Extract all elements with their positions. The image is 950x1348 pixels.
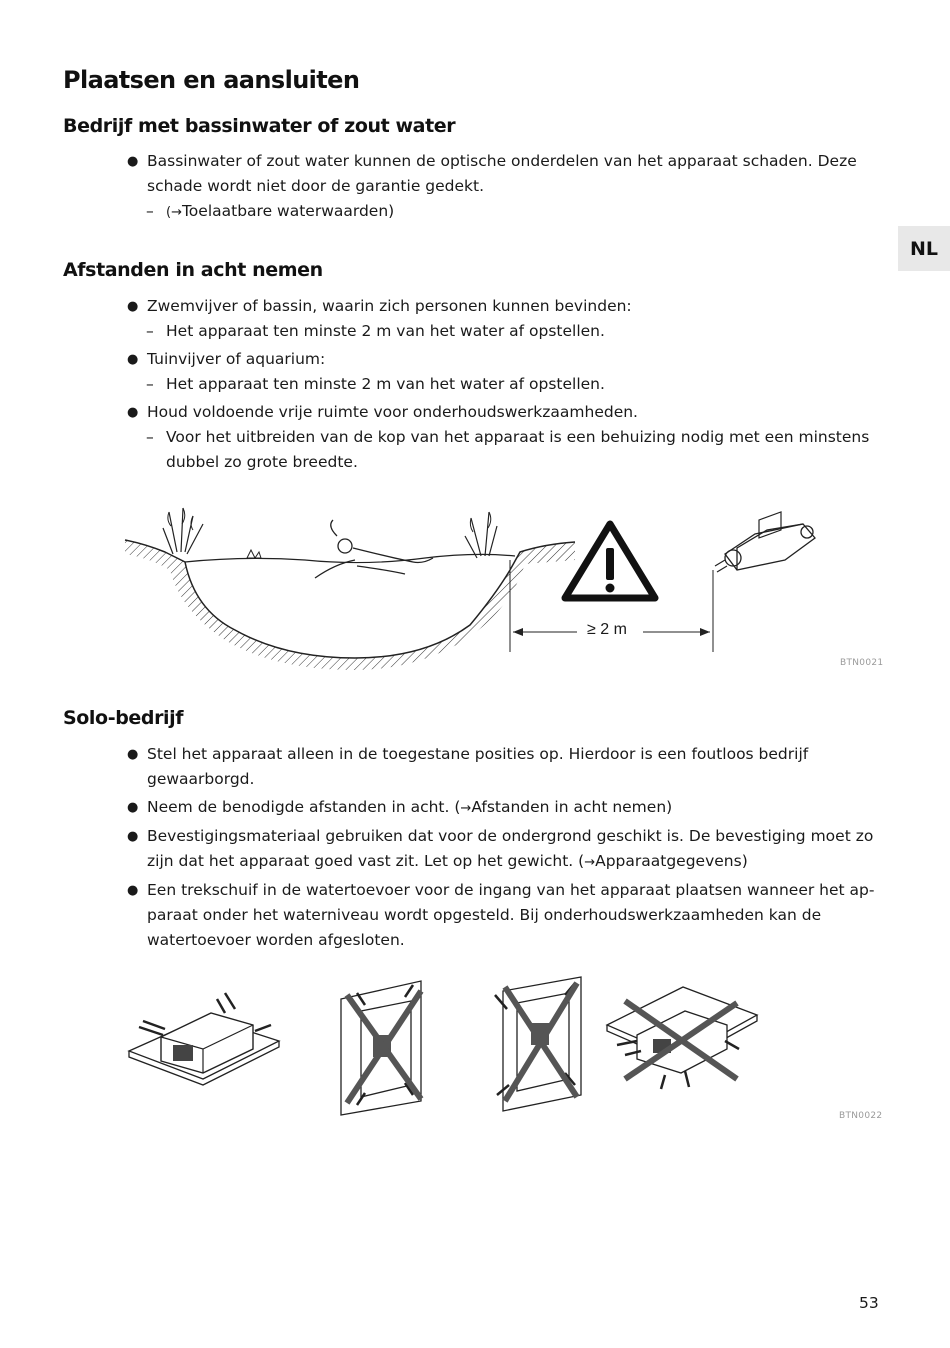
section3-list: [127, 742, 875, 956]
forbidden-position-3: [607, 987, 757, 1089]
sub-item: – Voor het uitbreiden van de kop van het apparaat is een behuizing nodig met een minstens dubbel zo grote breedte.: [127, 425, 875, 475]
reference-link-afstanden[interactable]: Afstanden in acht nemen): [471, 798, 673, 816]
bullet-icon: ●: [127, 299, 139, 314]
list-item: ● Bassinwater of zout water kunnen de optische onderdelen van het apparaat schaden. Deze schade wordt niet door de garantie gedekt.: [127, 149, 875, 199]
page-number: 53: [859, 1294, 879, 1312]
sub-item: [127, 199, 875, 225]
pond-distance-illustration: [125, 500, 885, 670]
dash-icon: –: [146, 375, 154, 393]
distance-label: ≥ 2 m: [587, 621, 627, 638]
section-heading-afstanden: Afstanden in acht nemen: [63, 259, 323, 281]
reference-link-apparaatgegevens[interactable]: Apparaatgegevens): [595, 852, 748, 870]
list-item: ● Een trekschuif in de watertoevoer voor de ingang van het apparaat plaatsen wanneer het apparaat onder het waterniveau wordt opgesteld. Bij onderhoudswerkzaamheden kan de watertoevoer worden afgesloten.: [127, 878, 875, 953]
reference-arrow: (→: [166, 205, 182, 220]
dash-icon: –: [146, 428, 154, 446]
bullet-icon: ●: [127, 883, 139, 898]
section-heading-bassinwater: Bedrijf met bassinwater of zout water: [63, 115, 456, 137]
list-item: ● Tuinvijver of aquarium:: [127, 347, 875, 372]
list-item: ● Bevestigingsmateriaal gebruiken dat voor de ondergrond geschikt is. De bevestiging moet zo zijn dat het apparaat goed vast zit. Let op het gewicht. (→Apparaatgegevens): [127, 824, 875, 875]
bullet-icon: ●: [127, 154, 139, 169]
installation-positions-illustration: [125, 975, 765, 1115]
bullet-icon: ●: [127, 405, 139, 420]
allowed-position-horizontal: [129, 993, 279, 1085]
bullet-icon: ●: [127, 747, 139, 762]
forbidden-position-2: [495, 977, 581, 1111]
bullet-icon: ●: [127, 829, 139, 844]
dash-icon: –: [146, 202, 154, 220]
reference-arrow: →: [584, 855, 596, 870]
list-item: ● Stel het apparaat alleen in de toegestane posities op. Hierdoor is een foutloos bedrijf gewaarborgd.: [127, 742, 875, 792]
bullet-icon: ●: [127, 352, 139, 367]
section-heading-solo: Solo-bedrijf: [63, 707, 184, 729]
sub-item: – Het apparaat ten minste 2 m van het water af opstellen.: [127, 372, 875, 397]
forbidden-position-1: [341, 981, 421, 1115]
page-title: Plaatsen en aansluiten: [63, 66, 360, 94]
sub-item: – Het apparaat ten minste 2 m van het water af opstellen.: [127, 319, 875, 344]
dash-icon: –: [146, 322, 154, 340]
list-item: ● Zwemvijver of bassin, waarin zich personen kunnen bevinden:: [127, 294, 875, 319]
language-tab: NL: [898, 226, 950, 271]
section2-list: [127, 294, 875, 475]
bullet-icon: ●: [127, 800, 139, 815]
reference-link-waterwaarden[interactable]: Toelaatbare waterwaarden): [181, 202, 395, 220]
list-item: ● Houd voldoende vrije ruimte voor onderhoudswerkzaamheden.: [127, 400, 875, 425]
figure-code: BTN0022: [839, 1111, 883, 1121]
figure-code: BTN0021: [840, 658, 884, 668]
reference-arrow: →: [460, 801, 472, 816]
list-item: ● Neem de benodigde afstanden in acht. (→Afstanden in acht nemen): [127, 795, 875, 821]
section1-list: [127, 149, 875, 225]
